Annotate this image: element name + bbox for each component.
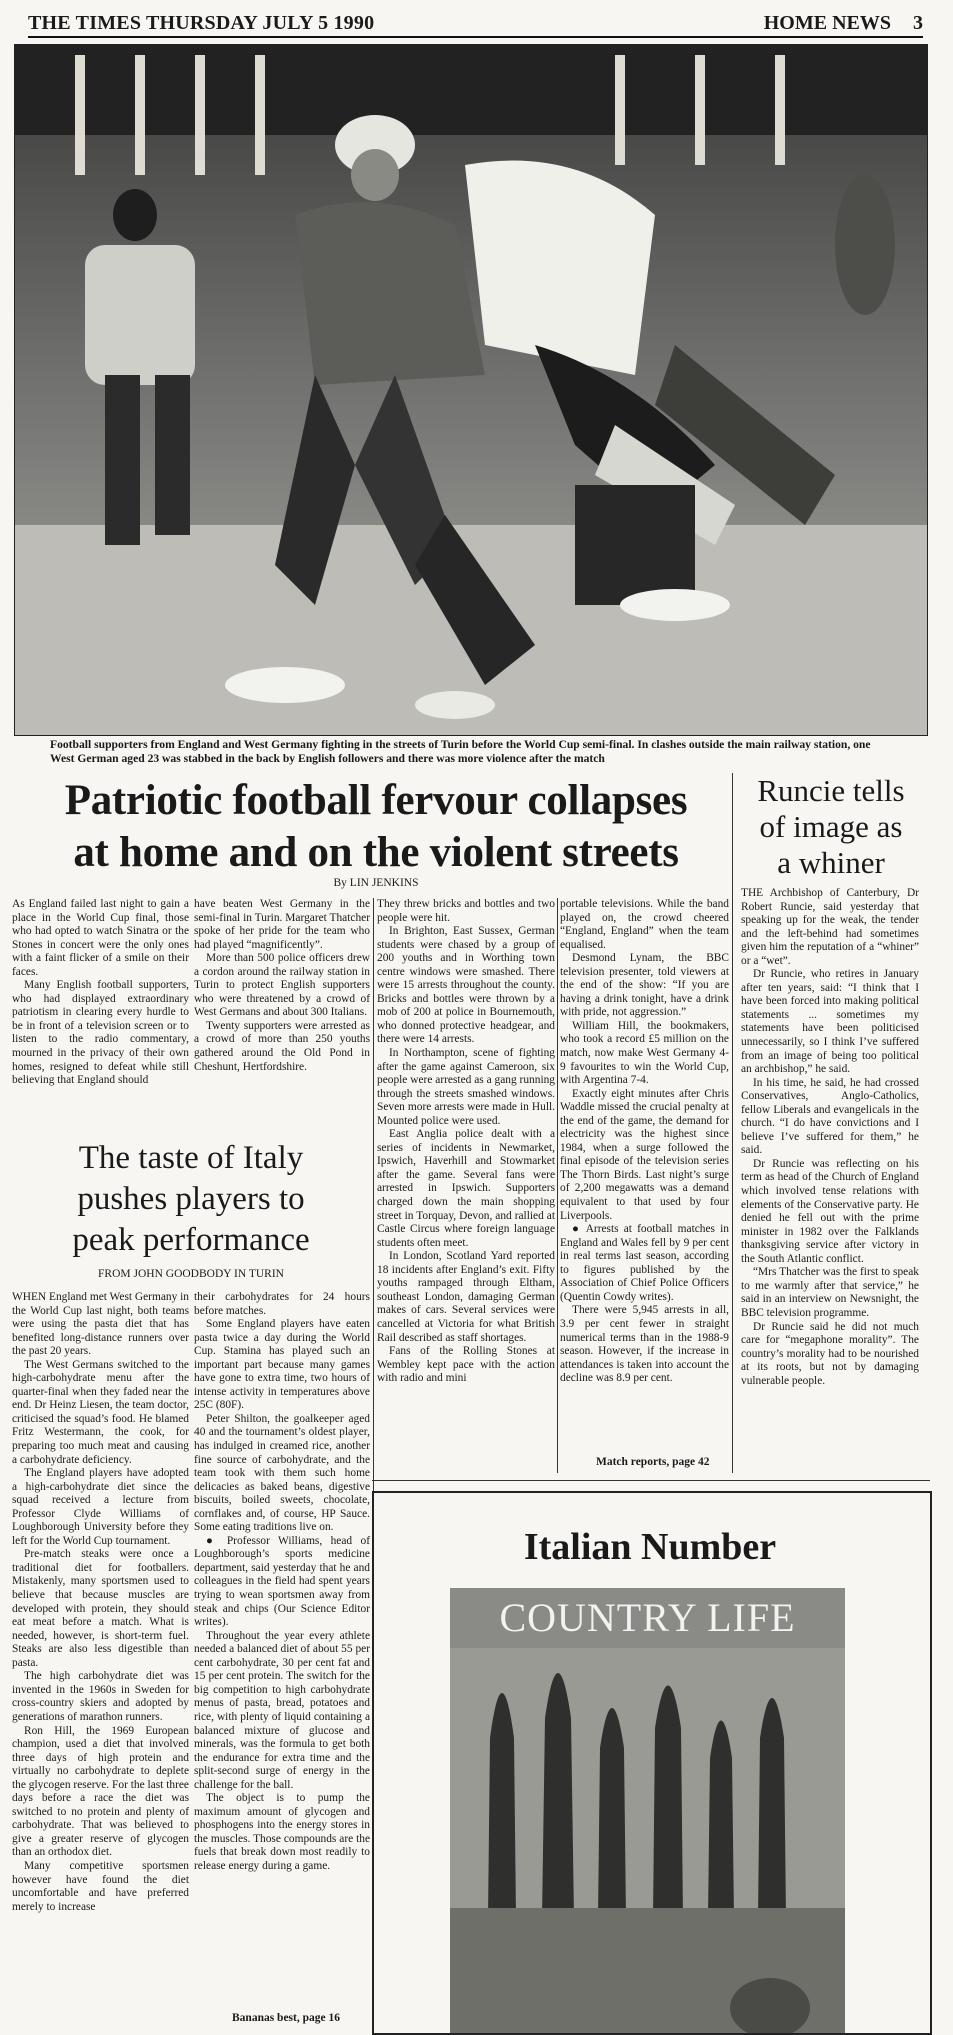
italy-byline: FROM JOHN GOODBODY IN TURIN (98, 1268, 284, 1280)
paragraph: Exactly eight minutes after Chris Waddle missed the crucial penalty at the end of the game, the demand for electricity was the highest since 1984, when a surge followed the final episode of the television series The Thorn Birds. Last night’s surge of 2,200 megawatts was a demand equivalent to that used by four Liverpools. (560, 1087, 729, 1222)
section-name: HOME NEWS (763, 12, 891, 34)
main-story-column-2 (194, 898, 370, 1074)
paragraph: WHEN England met West Germany in the World Cup last night, both teams were using the pasta diet that has benefited long-distance runners over the past 20 years. (12, 1291, 189, 1358)
italy-headline (12, 1138, 370, 1261)
newspaper-dateline: THE TIMES THURSDAY JULY 5 1990 (28, 12, 375, 34)
italy-headline-line-3: peak performance (72, 1222, 310, 1258)
paragraph: Pre-match steaks were once a traditional diet for footballers. Mistakenly, many sportsmen used to believe that because muscles are developed with protein, they should eat meat before a match. What is needed, however, is short-term fuel. Steaks are also less digestible than pasta. (12, 1548, 189, 1669)
runcie-headline-line-2: of image as (759, 809, 903, 844)
main-headline (26, 775, 726, 879)
paragraph: Some England players have eaten pasta twice a day during the World Cup. Stamina has played such an important part because many games have gone to extra time, two hours of intense activity in temperatures above 25C (80F). (194, 1318, 370, 1412)
magazine-masthead: COUNTRY LIFE (499, 1595, 796, 1640)
page-number: 3 (913, 12, 923, 34)
photo-caption: Football supporters from England and West Germany fighting in the streets of Turin before the World Cup semi-final. In clashes outside the main railway station, one West German aged 23 was stabbed in the back by English followers and there was more violence after the match (50, 738, 871, 765)
runcie-headline-line-1: Runcie tells (757, 773, 905, 808)
paragraph: their carbohydrates for 24 hours before matches. (194, 1291, 370, 1317)
paragraph: ● Professor Williams, head of Loughborough’s sports medicine department, said yesterday that he and colleagues in the field had spent years trying to wean sportsmen away from steak and chips (Our Science Editor writes). (194, 1534, 370, 1629)
section-divider (372, 1480, 930, 1481)
bananas-reference: Bananas best, page 16 (232, 2012, 340, 2024)
paragraph: The England players have adopted a high-carbohydrate diet since the squad received a lecture from Professor Clyde Williams of Loughborough University before they left for the World Cup tournament. (12, 1467, 189, 1547)
paragraph: In Brighton, East Sussex, German students were chased by a group of 200 youths and in Worthing town centre windows were smashed. There were 15 arrests throughout the county. Bricks and bottles were thrown by a mob of 200 at police in Bournemouth, who donned protective headgear, and there were 14 arrests. (377, 925, 555, 1046)
paragraph: Peter Shilton, the goalkeeper aged 40 and the tournament’s oldest player, has indulged in creamed rice, another fine source of carbohydrate, and the team took with them such home delicacies as baked beans, digestive biscuits, boiled sweets, chocolate, cornflakes and, of course, HP Sauce. Some eating traditions live on. (194, 1412, 370, 1534)
paragraph: They threw bricks and bottles and two people were hit. (377, 898, 555, 924)
paragraph: Ron Hill, the 1969 European champion, used a diet that involved three days of high protein and virtually no carbohydrate to deplete the glycogen reserve. For the last three days before a race the diet was switched to no protein and plenty of carbohydrate. That was believed to give a greater reserve of glycogen than an orthodox diet. (12, 1724, 189, 1859)
italy-story-column-2 (194, 1291, 370, 1874)
runcie-story-column (741, 887, 919, 1388)
paragraph: The West Germans switched to the high-carbohydrate menu after the quarter-final when they faded near the end. Dr Heinz Liesen, the team doctor, criticised the squad’s food. He blamed Fritz Westermann, the cook, for preparing too much meat and causing a carbohydrate deficiency. (12, 1358, 189, 1466)
paragraph: “Mrs Thatcher was the first to speak to me warmly after that service,” he said in an interview on Newsnight, the BBC television programme. (741, 1266, 919, 1319)
paragraph: In his time, he said, he had crossed Conservatives, Anglo-Catholics, fellow Liberals and evangelicals in the church. “I do have convictions and I believe I’ve suffered for them,” he said. (741, 1076, 919, 1157)
main-headline-line-2: at home and on the violent streets (73, 829, 679, 876)
paragraph: Twenty supporters were arrested as a crowd of more than 250 youths gathered around the Old Pond in Cheshunt, Hertfordshire. (194, 1019, 370, 1073)
paragraph: Many competitive sportsmen however have found the diet uncomfortable and have preferred merely to increase (12, 1859, 189, 1913)
cypress-landscape-image (450, 1588, 845, 2033)
main-story-column-1 (12, 898, 189, 1088)
news-photo (14, 44, 928, 736)
paragraph: THE Archbishop of Canterbury, Dr Robert Runcie, said yesterday that speaking up for the weak, the tender and the left-behind had sometimes given him the reputation of a “whiner” or a “wet”. (741, 887, 919, 967)
street-fight-photo (15, 45, 927, 735)
runcie-headline (733, 773, 929, 881)
paragraph: The high carbohydrate diet was invented in the 1960s in Sweden for cross-country skiers and adopted by generations of marathon runners. (12, 1670, 189, 1723)
main-headline-line-1: Patriotic football fervour collapses (64, 777, 688, 824)
magazine-cover (450, 1588, 845, 2033)
paragraph: In Northampton, scene of fighting after the game against Cameroon, six people were arrested as a gang running through the streets smashed windows. Seven more arrests were made in Hull. Mounted police were used. (377, 1047, 555, 1127)
column-divider (557, 898, 558, 1473)
paragraph: There were 5,945 arrests in all, 3.9 per cent fewer in straight numerical terms than in the 1988-9 season. However, if the increase in attendances is taken into account the decline was 8.9 per cent. (560, 1304, 729, 1385)
match-reports-reference: Match reports, page 42 (596, 1456, 710, 1468)
advert-title: Italian Number (523, 1526, 777, 1568)
paragraph: Throughout the year every athlete needed a balanced diet of about 55 per cent carbohydrate, 30 per cent fat and 15 per cent protein. The switch for the big competition to high carbohydrate menus of pasta, bread, potatoes and rice, with plenty of liquid containing a balanced mixture of glucose and minerals, was the formula to get both the endurance for extra time and the split-second surge of energy in the challenge for the ball. (194, 1629, 370, 1791)
main-story-column-4 (560, 898, 729, 1386)
paragraph: Dr Runcie, who retires in January after ten years, said: “I think that I have been forced into making political statements ... sometimes my statements have been politicised unnecessarily, so I think I’ve suffered from an image of being too political an archbishop,” he said. (741, 968, 919, 1076)
page-masthead (28, 10, 923, 38)
paragraph: Many English football supporters, who had displayed extraordinary patriotism in clearing every hurdle to be in front of a television screen or to listen to the radio commentary, mourned in the privacy of their own homes, resigned to defeat while still believing that England should (12, 979, 189, 1087)
paragraph: In London, Scotland Yard reported 18 incidents after England’s exit. Fifty youths rampaged through Eltham, southeast London, damaging German makes of cars. Several services were cancelled at Victoria for what British Rail described as staff shortages. (377, 1250, 555, 1344)
paragraph: East Anglia police dealt with a series of incidents in Newmarket, Ipswich, Haverhill and Stowmarket after the game. Several fans were arrested in Ipswich. Supporters charged down the main shopping street in Torquay, Devon, and rallied at Castle Circus where foreign language students often meet. (377, 1128, 555, 1249)
italy-headline-line-2: pushes players to (77, 1181, 305, 1217)
paragraph: ● Arrests at football matches in England and Wales fell by 9 per cent in real terms last season, according to figures published by the Association of Chief Police Officers (Quentin Cowdy writes). (560, 1223, 729, 1303)
paragraph: Dr Runcie was reflecting on his term as head of the Church of England which involved tense relations with elements of the Conservative party. He denied he fell out with the prime minister in 1982 over the Falklands thanksgiving service after victory in the South Atlantic conflict. (741, 1157, 919, 1265)
main-story-column-3 (377, 898, 555, 1386)
paragraph: have beaten West Germany in the semi-final in Turin. Margaret Thatcher spoke of her pride for the team who had played “magnificently”. (194, 898, 370, 951)
paragraph: Desmond Lynam, the BBC television presenter, told viewers at the end of the show: “If you are having a drink tonight, have a drink with pride, not aggression.” (560, 952, 729, 1019)
main-byline: By LIN JENKINS (333, 877, 419, 889)
paragraph: Dr Runcie said he did not much care for “megaphone morality”. The country’s morality had to be nourished at its roots, but not by damaging vulnerable people. (741, 1320, 919, 1387)
paragraph: portable televisions. While the band played on, the crowd cheered “England, England” when the team equalised. (560, 898, 729, 951)
italy-story-column-1 (12, 1291, 189, 1914)
runcie-headline-line-3: a whiner (777, 845, 885, 880)
italy-headline-line-1: The taste of Italy (78, 1140, 304, 1176)
section-label (764, 12, 923, 35)
paragraph: Fans of the Rolling Stones at Wembley kept pace with the action with radio and mini (377, 1345, 555, 1385)
paragraph: William Hill, the bookmakers, who took a record £5 million on the match, now make West Germany 4-9 favourites to win the World Cup, with Argentina 7-4. (560, 1019, 729, 1087)
paragraph: More than 500 police officers drew a cordon around the railway station in Turin to protect English supporters who were threatened by a crowd of West Germans and about 300 Italians. (194, 952, 370, 1019)
paragraph: As England failed last night to gain a place in the World Cup final, those who had opted to watch Sinatra or the Stones in concert were the only ones with a faint flicker of a smile on their faces. (12, 898, 189, 978)
paragraph: The object is to pump the maximum amount of glycogen and phosphogens into the energy stores in the muscles. Those compounds are the fuels that break down most readily to release energy during a game. (194, 1792, 370, 1872)
